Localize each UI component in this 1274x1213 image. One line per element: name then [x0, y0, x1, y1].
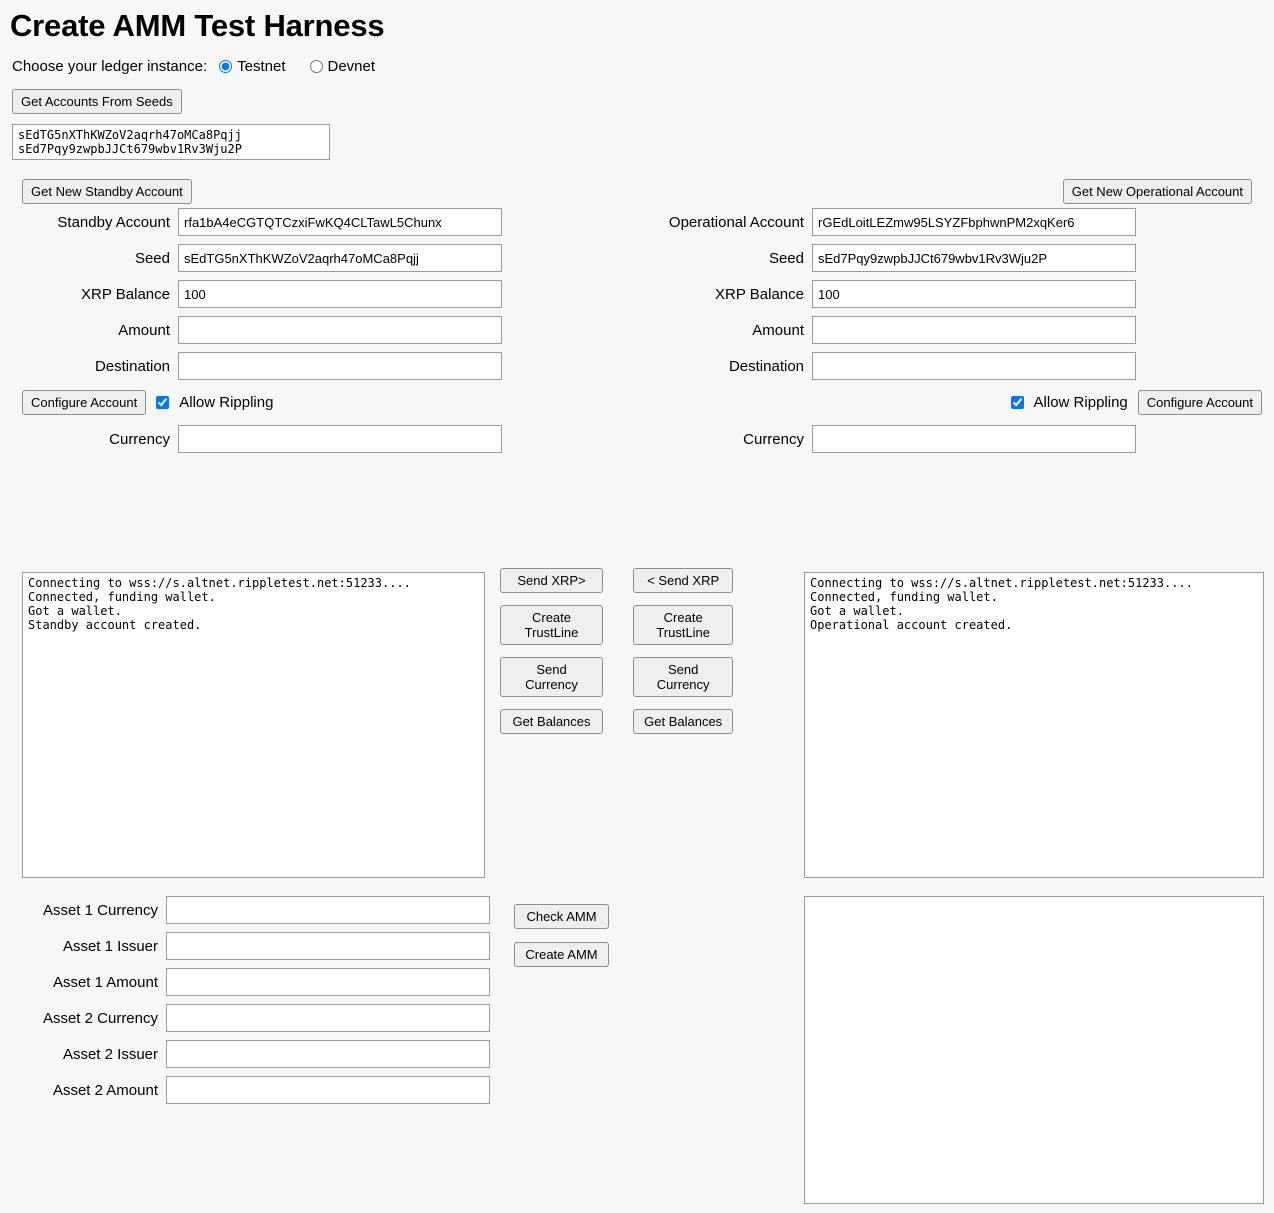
- asset2-issuer-input[interactable]: [166, 1040, 490, 1068]
- asset2-amount-row: [10, 1076, 490, 1104]
- operational-allow-rippling-checkbox[interactable]: [1011, 396, 1024, 409]
- asset2-issuer-row: [10, 1040, 490, 1068]
- check-amm-button[interactable]: Check AMM: [514, 904, 609, 929]
- operational-currency-label: Currency: [743, 430, 804, 448]
- create-amm-button[interactable]: Create AMM: [514, 942, 609, 967]
- standby-configure-row: [22, 390, 630, 415]
- standby-log-textarea[interactable]: [22, 572, 485, 878]
- operational-account-row: [644, 208, 1264, 236]
- asset1-issuer-label: Asset 1 Issuer: [62, 937, 158, 955]
- operational-panel: [644, 174, 1264, 461]
- radio-devnet-wrap[interactable]: [310, 58, 376, 75]
- asset2-amount-input[interactable]: [166, 1076, 490, 1104]
- asset2-currency-input[interactable]: [166, 1004, 490, 1032]
- standby-amount-input[interactable]: [178, 316, 502, 344]
- asset2-currency-row: [10, 1004, 490, 1032]
- asset1-currency-input[interactable]: [166, 896, 490, 924]
- operational-xrp-balance-row: [644, 280, 1264, 308]
- get-balances-operational-button[interactable]: Get Balances: [633, 709, 733, 734]
- amm-asset-fields: [10, 896, 490, 1112]
- send-currency-operational-button[interactable]: Send Currency: [633, 657, 733, 697]
- standby-currency-input[interactable]: [178, 425, 502, 453]
- operational-amount-input[interactable]: [812, 316, 1136, 344]
- send-currency-standby-button[interactable]: Send Currency: [500, 657, 603, 697]
- standby-amount-row: [10, 316, 630, 344]
- radio-testnet-wrap[interactable]: [219, 58, 285, 75]
- asset1-issuer-input[interactable]: [166, 932, 490, 960]
- asset2-amount-label: Asset 2 Amount: [52, 1081, 158, 1099]
- operational-actions-column: [633, 568, 733, 734]
- send-xrp-left-button[interactable]: < Send XRP: [633, 568, 733, 593]
- operational-log-textarea[interactable]: [804, 572, 1264, 878]
- asset1-currency-row: [10, 896, 490, 924]
- standby-header: [10, 174, 630, 208]
- standby-xrp-balance-row: [10, 280, 630, 308]
- operational-amount-label: Amount: [752, 321, 804, 339]
- operational-account-label: Operational Account: [668, 213, 804, 231]
- operational-account-input[interactable]: [812, 208, 1136, 236]
- radio-devnet[interactable]: [310, 60, 323, 73]
- standby-account-input[interactable]: [178, 208, 502, 236]
- operational-destination-label: Destination: [728, 357, 804, 375]
- standby-currency-row: [10, 425, 630, 453]
- amm-actions: [514, 904, 609, 967]
- standby-configure-account-button[interactable]: Configure Account: [22, 390, 146, 415]
- operational-destination-row: [644, 352, 1264, 380]
- asset1-amount-row: [10, 968, 490, 996]
- standby-xrp-balance-input[interactable]: [178, 280, 502, 308]
- operational-configure-account-button[interactable]: Configure Account: [1138, 390, 1262, 415]
- radio-testnet[interactable]: [219, 60, 232, 73]
- standby-destination-input[interactable]: [178, 352, 502, 380]
- operational-currency-input[interactable]: [812, 425, 1136, 453]
- operational-configure-row: [644, 390, 1262, 415]
- asset1-currency-label: Asset 1 Currency: [42, 901, 158, 919]
- ledger-instance-label: Choose your ledger instance:: [12, 58, 208, 75]
- standby-panel: [10, 174, 630, 461]
- radio-testnet-label: Testnet: [237, 58, 286, 75]
- standby-allow-rippling-label: Allow Rippling: [179, 394, 274, 411]
- standby-actions-column: [500, 568, 603, 734]
- get-new-operational-account-button[interactable]: Get New Operational Account: [1063, 179, 1252, 204]
- page-title: Create AMM Test Harness: [10, 8, 385, 43]
- transfer-actions: [500, 568, 770, 734]
- standby-destination-label: Destination: [94, 357, 170, 375]
- ledger-instance-selector: [12, 58, 1274, 75]
- standby-currency-label: Currency: [109, 430, 170, 448]
- standby-seed-label: Seed: [134, 249, 170, 267]
- operational-seed-input[interactable]: [812, 244, 1136, 272]
- asset1-amount-label: Asset 1 Amount: [52, 973, 158, 991]
- asset2-issuer-label: Asset 2 Issuer: [62, 1045, 158, 1063]
- operational-allow-rippling-label: Allow Rippling: [1033, 394, 1128, 411]
- standby-destination-row: [10, 352, 630, 380]
- standby-seed-input[interactable]: [178, 244, 502, 272]
- operational-destination-input[interactable]: [812, 352, 1136, 380]
- operational-currency-row: [644, 425, 1264, 453]
- operational-xrp-balance-input[interactable]: [812, 280, 1136, 308]
- standby-amount-label: Amount: [118, 321, 170, 339]
- operational-seed-label: Seed: [768, 249, 804, 267]
- get-new-standby-account-button[interactable]: Get New Standby Account: [22, 179, 192, 204]
- asset1-amount-input[interactable]: [166, 968, 490, 996]
- standby-account-row: [10, 208, 630, 236]
- operational-amount-row: [644, 316, 1264, 344]
- operational-xrp-balance-label: XRP Balance: [715, 285, 804, 303]
- seeds-textarea[interactable]: [12, 124, 330, 160]
- standby-account-label: Standby Account: [57, 213, 170, 231]
- create-trustline-standby-button[interactable]: Create TrustLine: [500, 605, 603, 645]
- create-trustline-operational-button[interactable]: Create TrustLine: [633, 605, 733, 645]
- operational-seed-row: [644, 244, 1264, 272]
- operational-header: [644, 174, 1264, 208]
- standby-seed-row: [10, 244, 630, 272]
- asset2-currency-label: Asset 2 Currency: [42, 1009, 158, 1027]
- standby-xrp-balance-label: XRP Balance: [81, 285, 170, 303]
- standby-allow-rippling-checkbox[interactable]: [156, 396, 169, 409]
- get-balances-standby-button[interactable]: Get Balances: [500, 709, 603, 734]
- amm-log-textarea[interactable]: [804, 896, 1264, 1204]
- get-accounts-from-seeds-button[interactable]: Get Accounts From Seeds: [12, 89, 182, 114]
- asset1-issuer-row: [10, 932, 490, 960]
- send-xrp-right-button[interactable]: Send XRP>: [500, 568, 603, 593]
- radio-devnet-label: Devnet: [327, 58, 376, 75]
